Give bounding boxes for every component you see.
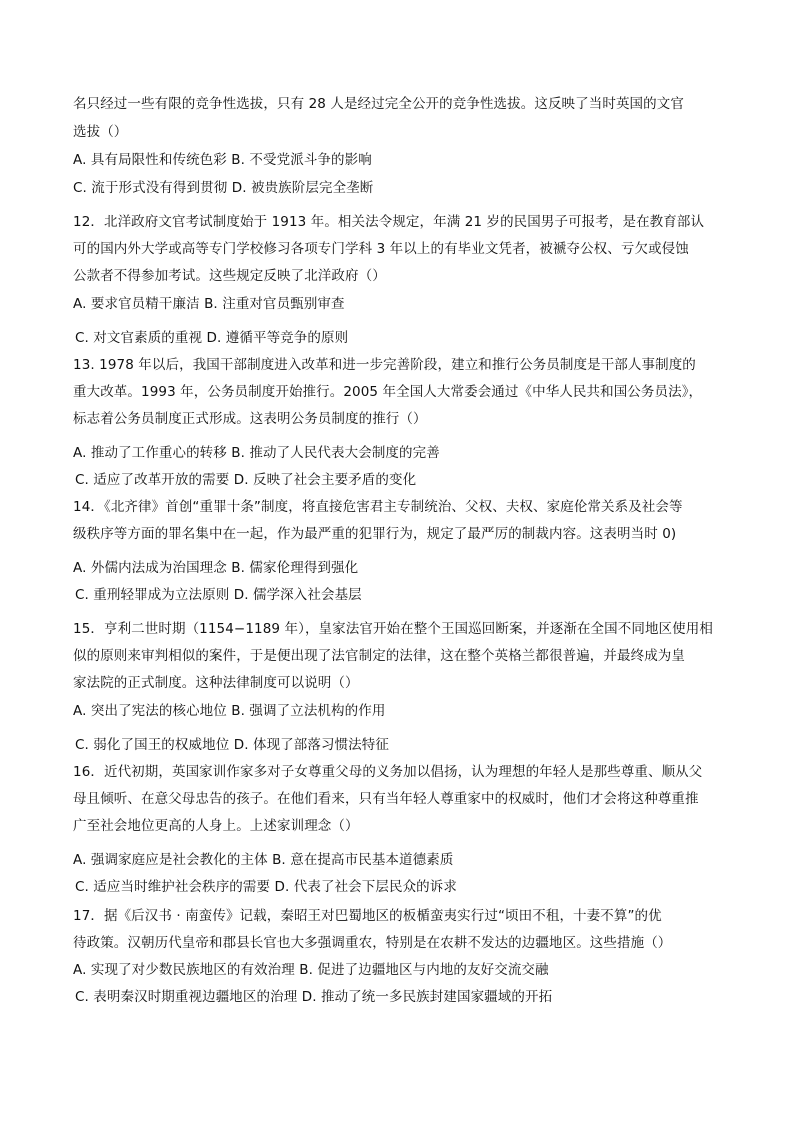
question-16-options-cd: C. 适应当时维护社会秩序的需要 D. 代表了社会下层民众的诉求 — [75, 879, 457, 895]
question-16-options-ab: A. 强调家庭应是社会教化的主体 B. 意在提高市民基本道德素质 — [73, 852, 454, 868]
question-15-options-ab: A. 突出了宪法的核心地位 B. 强调了立法机构的作用 — [73, 703, 386, 719]
question-15-stem-line-3: 家法院的正式制度。这种法律制度可以说明（） — [73, 675, 359, 691]
question-17-stem-line-2: 待政策。汉朝历代皇帝和郡县长官也大多强调重农，特别是在农耕不发达的边疆地区。这些措施（） — [73, 935, 672, 951]
question-15-stem-line-1: 15．亨利二世时期（1154−1189 年），皇家法官开始在整个王国巡回断案，并逐渐在全国不同地区使用相 — [73, 621, 713, 637]
question-13-options-ab: A. 推动了工作重心的转移 B. 推动了人民代表大会制度的完善 — [73, 445, 440, 461]
question-12-options-cd: C. 对文官素质的重视 D. 遵循平等竞争的原则 — [75, 330, 349, 346]
question-11-stem-line-2: 选拔（） — [73, 124, 128, 140]
question-14-options-cd: C. 重刑轻罪成为立法原则 D. 儒学深入社会基层 — [75, 587, 362, 603]
question-17-options-cd: C. 表明秦汉时期重视边疆地区的治理 D. 推动了统一多民族封建国家疆域的开拓 — [75, 989, 553, 1005]
question-15-stem-line-2: 似的原则来审判相似的案件，于是便出现了法官制定的法律，这在整个英格兰都很普遍，并最终成为皇 — [73, 648, 685, 664]
question-14-stem-line-1: 14．《北齐律》首创“重罪十条”制度，将直接危害君主专制统治、父权、夫权、家庭伦常关系及社会等 — [73, 499, 683, 515]
question-17-options-ab: A. 实现了对少数民族地区的有效治理 B. 促进了边疆地区与内地的友好交流交融 — [73, 962, 549, 978]
question-16-stem-line-2: 母且倾听、在意父母忠告的孩子。在他们看来，只有当年轻人尊重家中的权威时，他们才会将这种尊重推 — [73, 791, 699, 807]
question-16-stem-line-3: 广至社会地位更高的人身上。上述家训理念（） — [73, 818, 359, 834]
question-11-stem-line-1: 名只经过一些有限的竞争性选拔，只有 28 人是经过完全公开的竞争性选拔。这反映了当时英国的文官 — [73, 96, 684, 112]
question-13-stem-line-1: 13. 1978 年以后，我国干部制度进入改革和进一步完善阶段，建立和推行公务员制度是干部人事制度的 — [73, 357, 696, 373]
question-14-options-ab: A. 外儒内法成为治国理念 B. 儒家伦理得到强化 — [73, 560, 359, 576]
question-12-stem-line-1: 12．北洋政府文官考试制度始于 1913 年。相关法令规定，年满 21 岁的民国男子可报考，是在教育部认 — [73, 214, 705, 230]
question-16-stem-line-1: 16．近代初期，英国家训作家多对子女尊重父母的义务加以倡扬，认为理想的年轻人是那些尊重、顺从父 — [73, 764, 703, 780]
question-17-stem-line-1: 17．据《后汉书 · 南蛮传》记载，秦昭王对巴蜀地区的板楯蛮夷实行过“顷田不租，十妻不算”的优 — [73, 908, 662, 924]
question-12-stem-line-2: 可的国内外大学或高等专门学校修习各项专门学科 3 年以上的有毕业文凭者，被褫夺公权、亏欠或侵蚀 — [73, 241, 689, 257]
question-11-options-cd: C. 流于形式没有得到贯彻 D. 被贵族阶层完全垄断 — [73, 180, 374, 196]
question-12-options-ab: A. 要求官员精干廉洁 B. 注重对官员甄别审查 — [73, 296, 345, 312]
question-11-options-ab: A. 具有局限性和传统色彩 B. 不受党派斗争的影响 — [73, 152, 372, 168]
question-13-stem-line-3: 标志着公务员制度正式形成。这表明公务员制度的推行（） — [73, 411, 427, 427]
question-14-stem-line-2: 级秩序等方面的罪名集中在一起，作为最严重的犯罪行为，规定了最严厉的制裁内容。这表明当时 0) — [73, 526, 677, 542]
question-12-stem-line-3: 公款者不得参加考试。这些规定反映了北洋政府（） — [73, 268, 386, 284]
question-13-stem-line-2: 重大改革。1993 年，公务员制度开始推行。2005 年全国人大常委会通过《中华人民共和国公务员法》， — [73, 384, 703, 400]
question-13-options-cd: C. 适应了改革开放的需要 D. 反映了社会主要矛盾的变化 — [75, 472, 417, 488]
question-15-options-cd: C. 弱化了国王的权威地位 D. 体现了部落习惯法特征 — [75, 737, 389, 753]
